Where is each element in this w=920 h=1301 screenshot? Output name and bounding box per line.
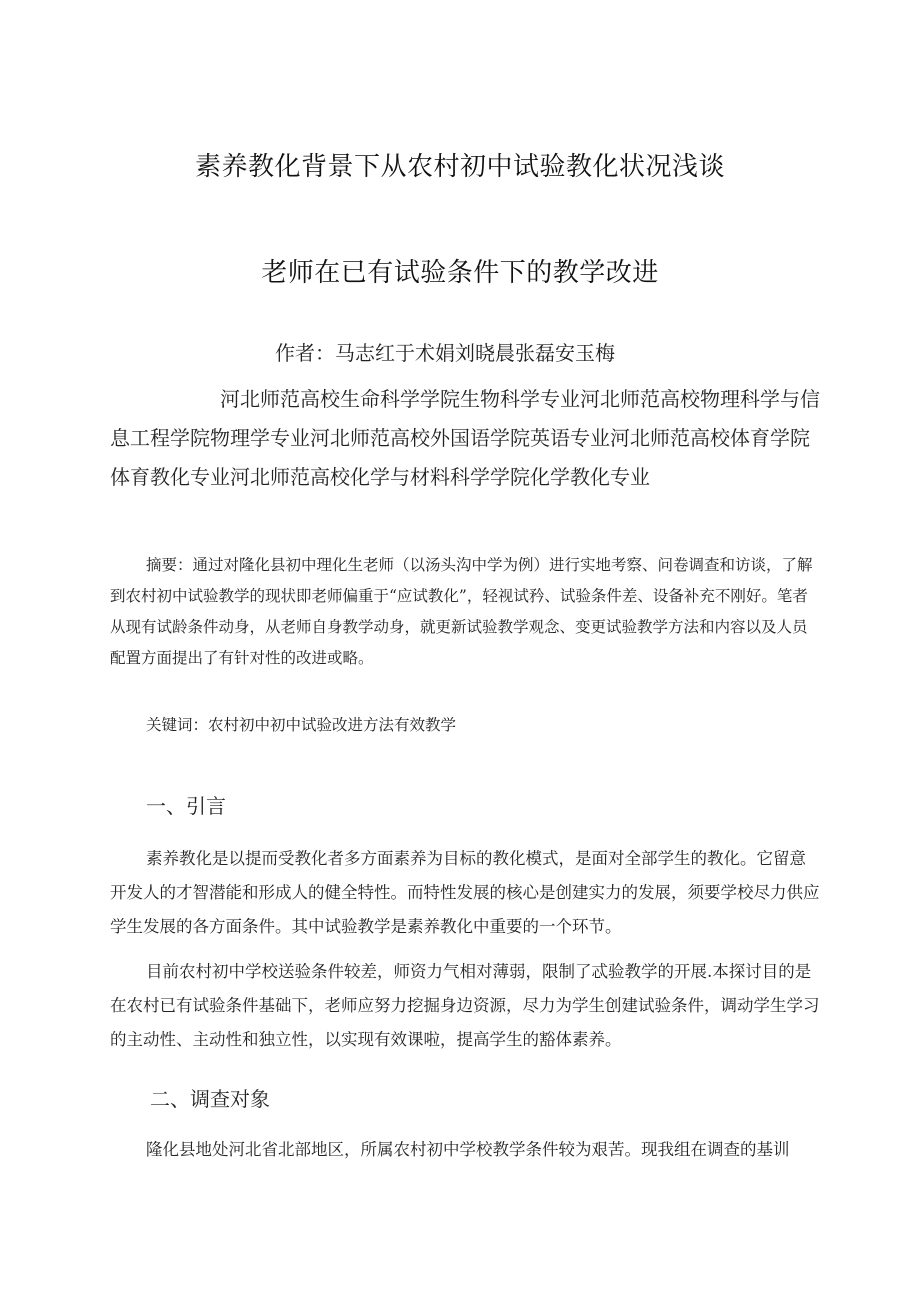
abstract-paragraph: 摘要：通过对隆化县初中理化生老师（以汤头沟中学为例）进行实地考察、问卷调查和访谈，了解到农村初中试验教学的现状即老师偏重于“应试教化”，轻视试矜、试验条件差、设备补充不刚好。笔者从现有试龄条件动身，从老师自身教学动身，就更新试验教学观念、变更试验教学方法和内容以及人员配置方面提出了有针对性的改进或略。 [110, 556, 813, 667]
body-paragraph: 隆化县地处河北省北部地区，所属农村初中学校教学条件较为艰苦。现我组在调查的基训 [146, 1140, 790, 1159]
document-subtitle: 老师在已有试验条件下的教学改进 [261, 258, 659, 288]
affiliation-text: 河北师范高校生命科学学院生物科学专业河北师范高校物理科学与信息工程学院物理学专业河北师范高校外国语学院英语专业河北师范高校体育学院体育教化专业河北师范高校化学与材料科学学院化学教化专业 [110, 387, 820, 489]
body-paragraph: 目前农村初中学校送验条件较差，师资力气相对薄弱，限制了忒验教学的开展.本探讨目的是在农村已有试验条件基础下，老师应努力挖掘身边资源，尽力为学生创建试验条件，调动学生学习的主动性、主动性和独立性，以实现有效课啦，提高学生的豁体素养。 [110, 962, 820, 1049]
body-paragraph: 素养教化是以提而受教化者多方面素养为目标的教化模式，是面对全部学生的教化。它留意开发人的才智潜能和形成人的健全特性。而特性发展的核心是创建实力的发展，须要学校尽力供应学生发展的各方面条件。其中试验教学是素养教化中重要的一个环节。 [110, 849, 820, 936]
document-title: 素养教化背景下从农村初中试验教化状况浅谈 [194, 152, 725, 182]
section-heading-survey-subjects: 二、调查对象 [150, 1087, 270, 1111]
section-heading-introduction: 一、引言 [146, 794, 226, 818]
author-line: 作者：马志红于术娟刘晓晨张磊安玉梅 [275, 341, 615, 365]
keywords-line: 关键词：农村初中初中试验改进方法有效教学 [146, 716, 457, 734]
